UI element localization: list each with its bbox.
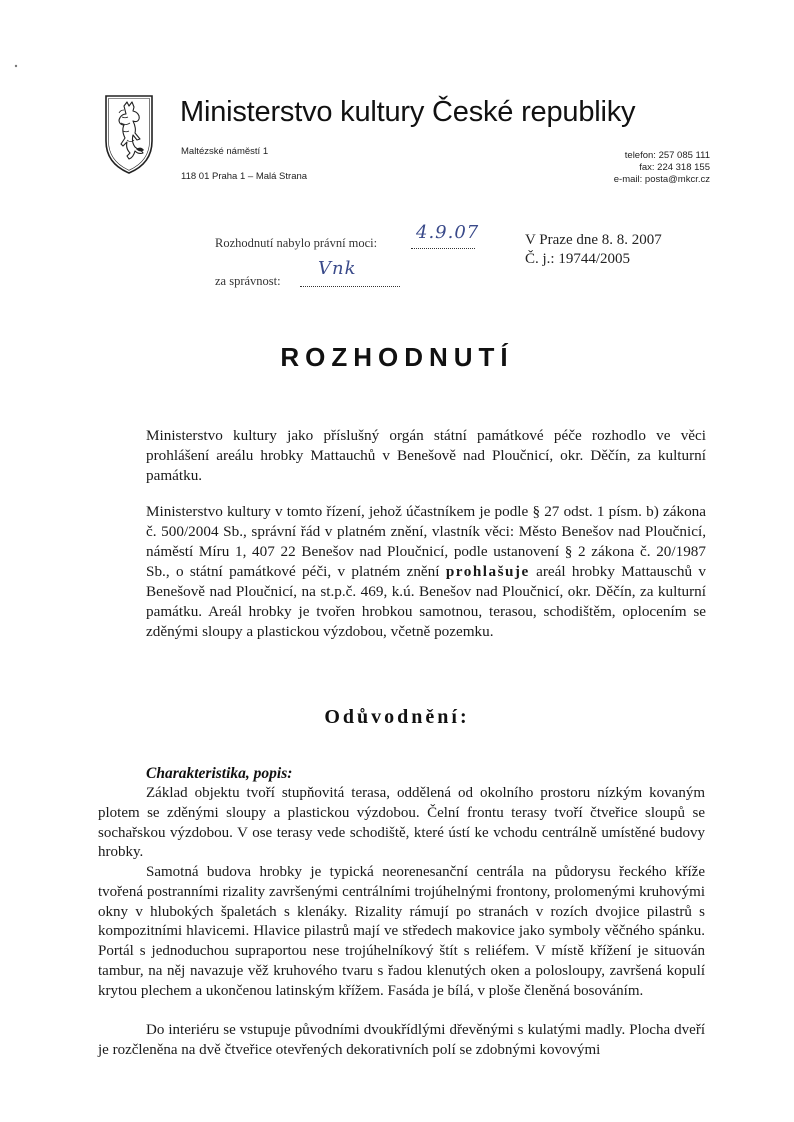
decision-intro-text: Ministerstvo kultury jako příslušný orgán státní památkové péče rozhodlo ve věci prohlášení areálu hrobky Mattauchů v Benešově nad Ploučnicí, okr. Děčín, za kulturní památku. <box>146 427 706 484</box>
decision-keyword: prohlašuje <box>445 563 530 580</box>
legal-force-handwritten-date: 4.9.07 <box>416 222 480 243</box>
decision-statement-text-start: Ministerstvo kultury v tomto řízení, jehož účastníkem je podle § 27 odst. 1 písm. b) zákona č. 500/2004 Sb., správní řád v platném znění, vlastník věci: Město Benešov nad Ploučnicí, náměstí Míru 1, 407 22 Benešov nad Ploučnicí, podle ustanovení § 2 zákona č. 20/1987 Sb., o státní památkové péči, v platném znění <box>146 503 706 580</box>
document-title: ROZHODNUTÍ <box>280 342 514 372</box>
document-date: V Praze dne 8. 8. 2007 <box>525 232 662 248</box>
decision-statement-paragraph <box>146 502 706 642</box>
justification-paragraph-1: Základ objektu tvoří stupňovitá terasa, oddělená od okolního prostoru nízkým kovaným plotem se zděnými sloupy a plastickou výzdobou. Čelní frontu terasy tvoří čtveřice sloupů se sochařskou výzdobou. V ose terasy vede schodiště, které ústí ke vchodu centrálně umístěné budovy hrobky. <box>98 785 705 861</box>
decision-statement-text-end: areál hrobky Mattauschů v Benešově nad Ploučnicí, na st.p.č. 469, k.ú. Benešov nad Ploučnicí, okr. Děčín, za kulturní památku. Areál hrobky je tvořen hrobkou samotnou, terasou, schodištěm, oplocením se zděnými sloupy a plastickou výzdobou, včetně pozemku. <box>146 563 707 640</box>
justification-paragraph-3: Do interiéru se vstupuje původními dvoukřídlými dřevěnými s kulatými madly. Plocha dveří je rozčleněna na dvě čtveřice otevřených dekorativních polí se zdobnými kovovými <box>98 1022 705 1058</box>
address-street: Maltézské náměstí 1 <box>181 146 269 157</box>
reference-number: Č. j.: 19744/2005 <box>525 251 631 267</box>
justification-paragraph-2: Samotná budova hrobky je typická neorenesanční centrála na půdorysu řeckého kříže tvořená postranními rizality završenými centrálními trojúhelnými frontony, prolomenými kruhovými okny v hlubokých špaletách s klenáky. Rizality rámují po stranách v rozích dvojice pilastrů s kompozitními hlavicemi. Hlavice pilastrů mají ve středech makovice jako symboly věčného spánku. Portál s jednoduchou supraportou nese trojúhelníkový štít s reliéfem. V místě křížení je situován tambur, na něj navazuje věž kruhového tvaru s řadou klenutých oken a polosloupy, završená kopulí krytou plechem a ukončenou latinským křížem. Fasáda je bílá, v ploše členěná bosováním. <box>98 864 705 999</box>
correctness-label: za správnost: <box>215 274 281 288</box>
contact-email: e-mail: posta@mkcr.cz <box>613 174 710 185</box>
justification-title: Odůvodnění: <box>324 706 470 728</box>
date-block <box>525 231 662 269</box>
legal-force-label: Rozhodnutí nabylo právní moci: <box>215 236 378 250</box>
coat-of-arms-logo <box>103 93 155 175</box>
contact-phone: telefon: 257 085 111 <box>624 150 710 161</box>
contact-fax: fax: 224 318 155 <box>639 162 710 173</box>
section-heading: Charakteristika, popis: <box>146 765 293 782</box>
address-city: 118 01 Praha 1 – Malá Strana <box>181 171 308 182</box>
decision-intro-paragraph <box>146 426 706 486</box>
scan-speck <box>14 55 18 59</box>
ministry-name: Ministerstvo kultury České republiky <box>180 96 636 128</box>
correctness-signature: Vnk <box>318 258 357 279</box>
